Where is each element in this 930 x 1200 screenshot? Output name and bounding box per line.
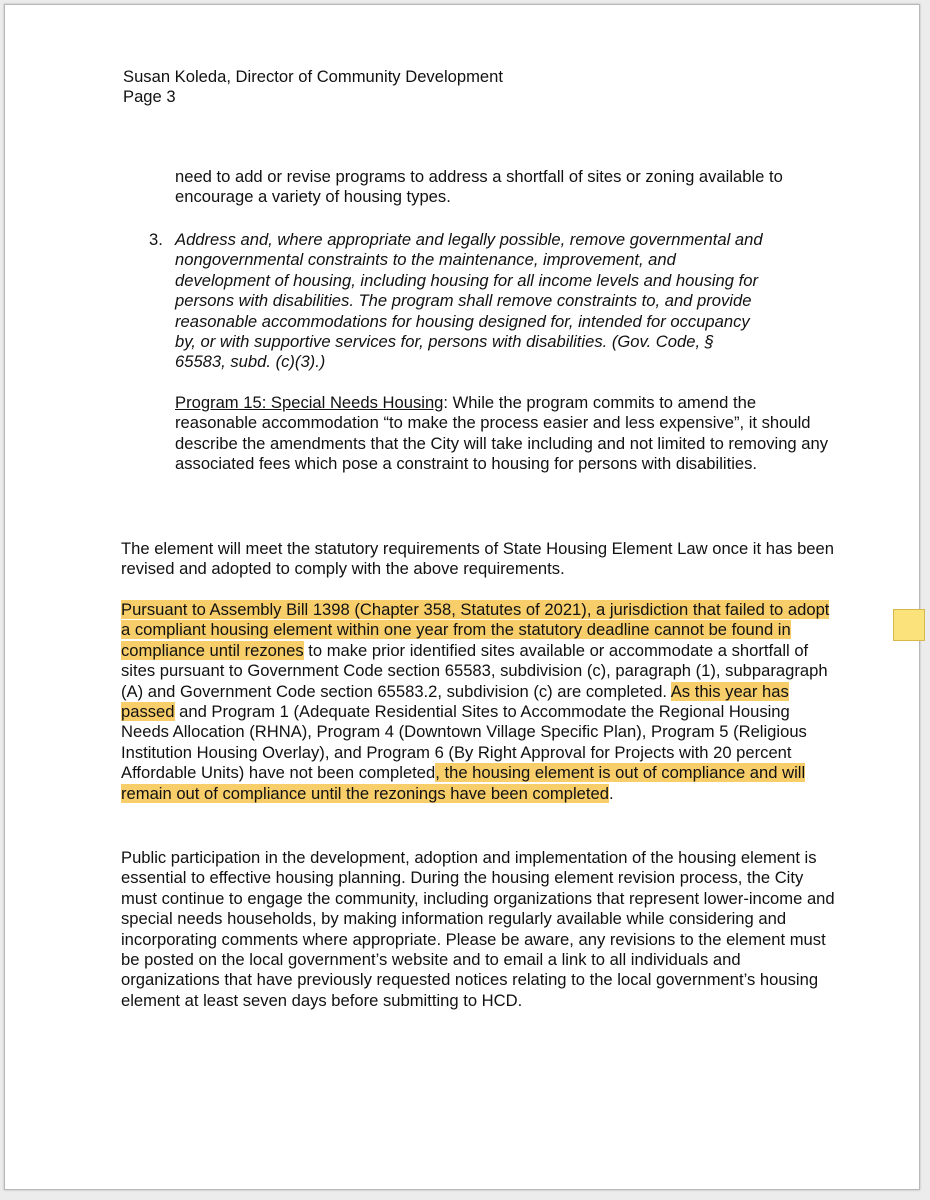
- highlighted-text[interactable]: As this year has passed: [121, 681, 789, 722]
- paragraph-text: to make prior identified sites available or accommodate a shortfall of sites pursuant to Government Code section 65583, subdivision (c), paragraph (1), subparagraph (A) and Government Code section 65583.2, subdivision (c) are completed.: [121, 640, 828, 701]
- program-15-text: : While the program commits to amend the reasonable accommodation “to make the process easier and less expensive”, it should describe the amendments that the City will take including and not limited to removing any associated fees which pose a constraint to housing for persons with disabilities.: [175, 393, 829, 474]
- sticky-note-icon[interactable]: [893, 609, 925, 641]
- paragraph-text: and Program 1 (Adequate Residential Sites to Accommodate the Regional Housing Needs Allocation (RHNA), Program 4 (Downtown Village Specific Plan), Program 5 (Religious Institution Housing Overlay), and Program 6 (By Right Approval for Projects with 20 percent Affordable Units) have not been completed: [121, 702, 807, 783]
- highlighted-text[interactable]: Pursuant to Assembly Bill 1398 (Chapter 358, Statutes of 2021), a jurisdiction that failed to adopt a compliant housing element within one year from the statutory deadline cannot be found in compliance until rezones: [121, 600, 830, 660]
- requirement-line: by, or with supportive services for, persons with disabilities. (Gov. Code, §: [175, 332, 714, 352]
- requirement-3-text: [175, 230, 835, 373]
- requirement-line: Address and, where appropriate and legally possible, remove governmental and: [175, 230, 763, 249]
- list-number: 3.: [149, 230, 163, 249]
- program-15-paragraph: [175, 393, 835, 475]
- requirement-line: reasonable accommodations for housing designed for, intended for occupancy: [175, 311, 750, 331]
- header-addressee: Susan Koleda, Director of Community Development: [123, 67, 503, 86]
- ab1398-paragraph: [121, 600, 841, 804]
- letter-header: [123, 67, 503, 108]
- requirement-line: development of housing, including housing for all income levels and housing for: [175, 270, 758, 290]
- requirement-line: nongovernmental constraints to the maintenance, improvement, and: [175, 250, 676, 270]
- requirement-line: persons with disabilities. The program shall remove constraints to, and provide: [175, 291, 752, 311]
- header-page-number: Page 3: [123, 87, 176, 107]
- compliance-paragraph: The element will meet the statutory requirements of State Housing Element Law once it has been revised and adopted to comply with the above requirements.: [121, 539, 834, 579]
- continuation-paragraph: need to add or revise programs to address a shortfall of sites or zoning available to encourage a variety of housing types.: [175, 167, 783, 207]
- requirement-line: 65583, subd. (c)(3).): [175, 352, 326, 372]
- program-15-label: Program 15: Special Needs Housing: [175, 393, 444, 412]
- document-page: [4, 4, 920, 1190]
- public-participation-paragraph: Public participation in the development, adoption and implementation of the housing element is essential to effective housing planning. During the housing element revision process, the City must continue to engage the community, including organizations that represent lower-income and special needs households, by making information regularly available while considering and incorporating comments where appropriate. Please be aware, any revisions to the element must be posted on the local government’s website and to email a link to all individuals and organizations that have previously requested notices relating to the local government’s housing element at least seven days before submitting to HCD.: [121, 848, 835, 1010]
- paragraph-text: .: [608, 783, 614, 803]
- highlighted-text[interactable]: , the housing element is out of compliance and will remain out of compliance until the rezonings have been completed: [121, 763, 806, 803]
